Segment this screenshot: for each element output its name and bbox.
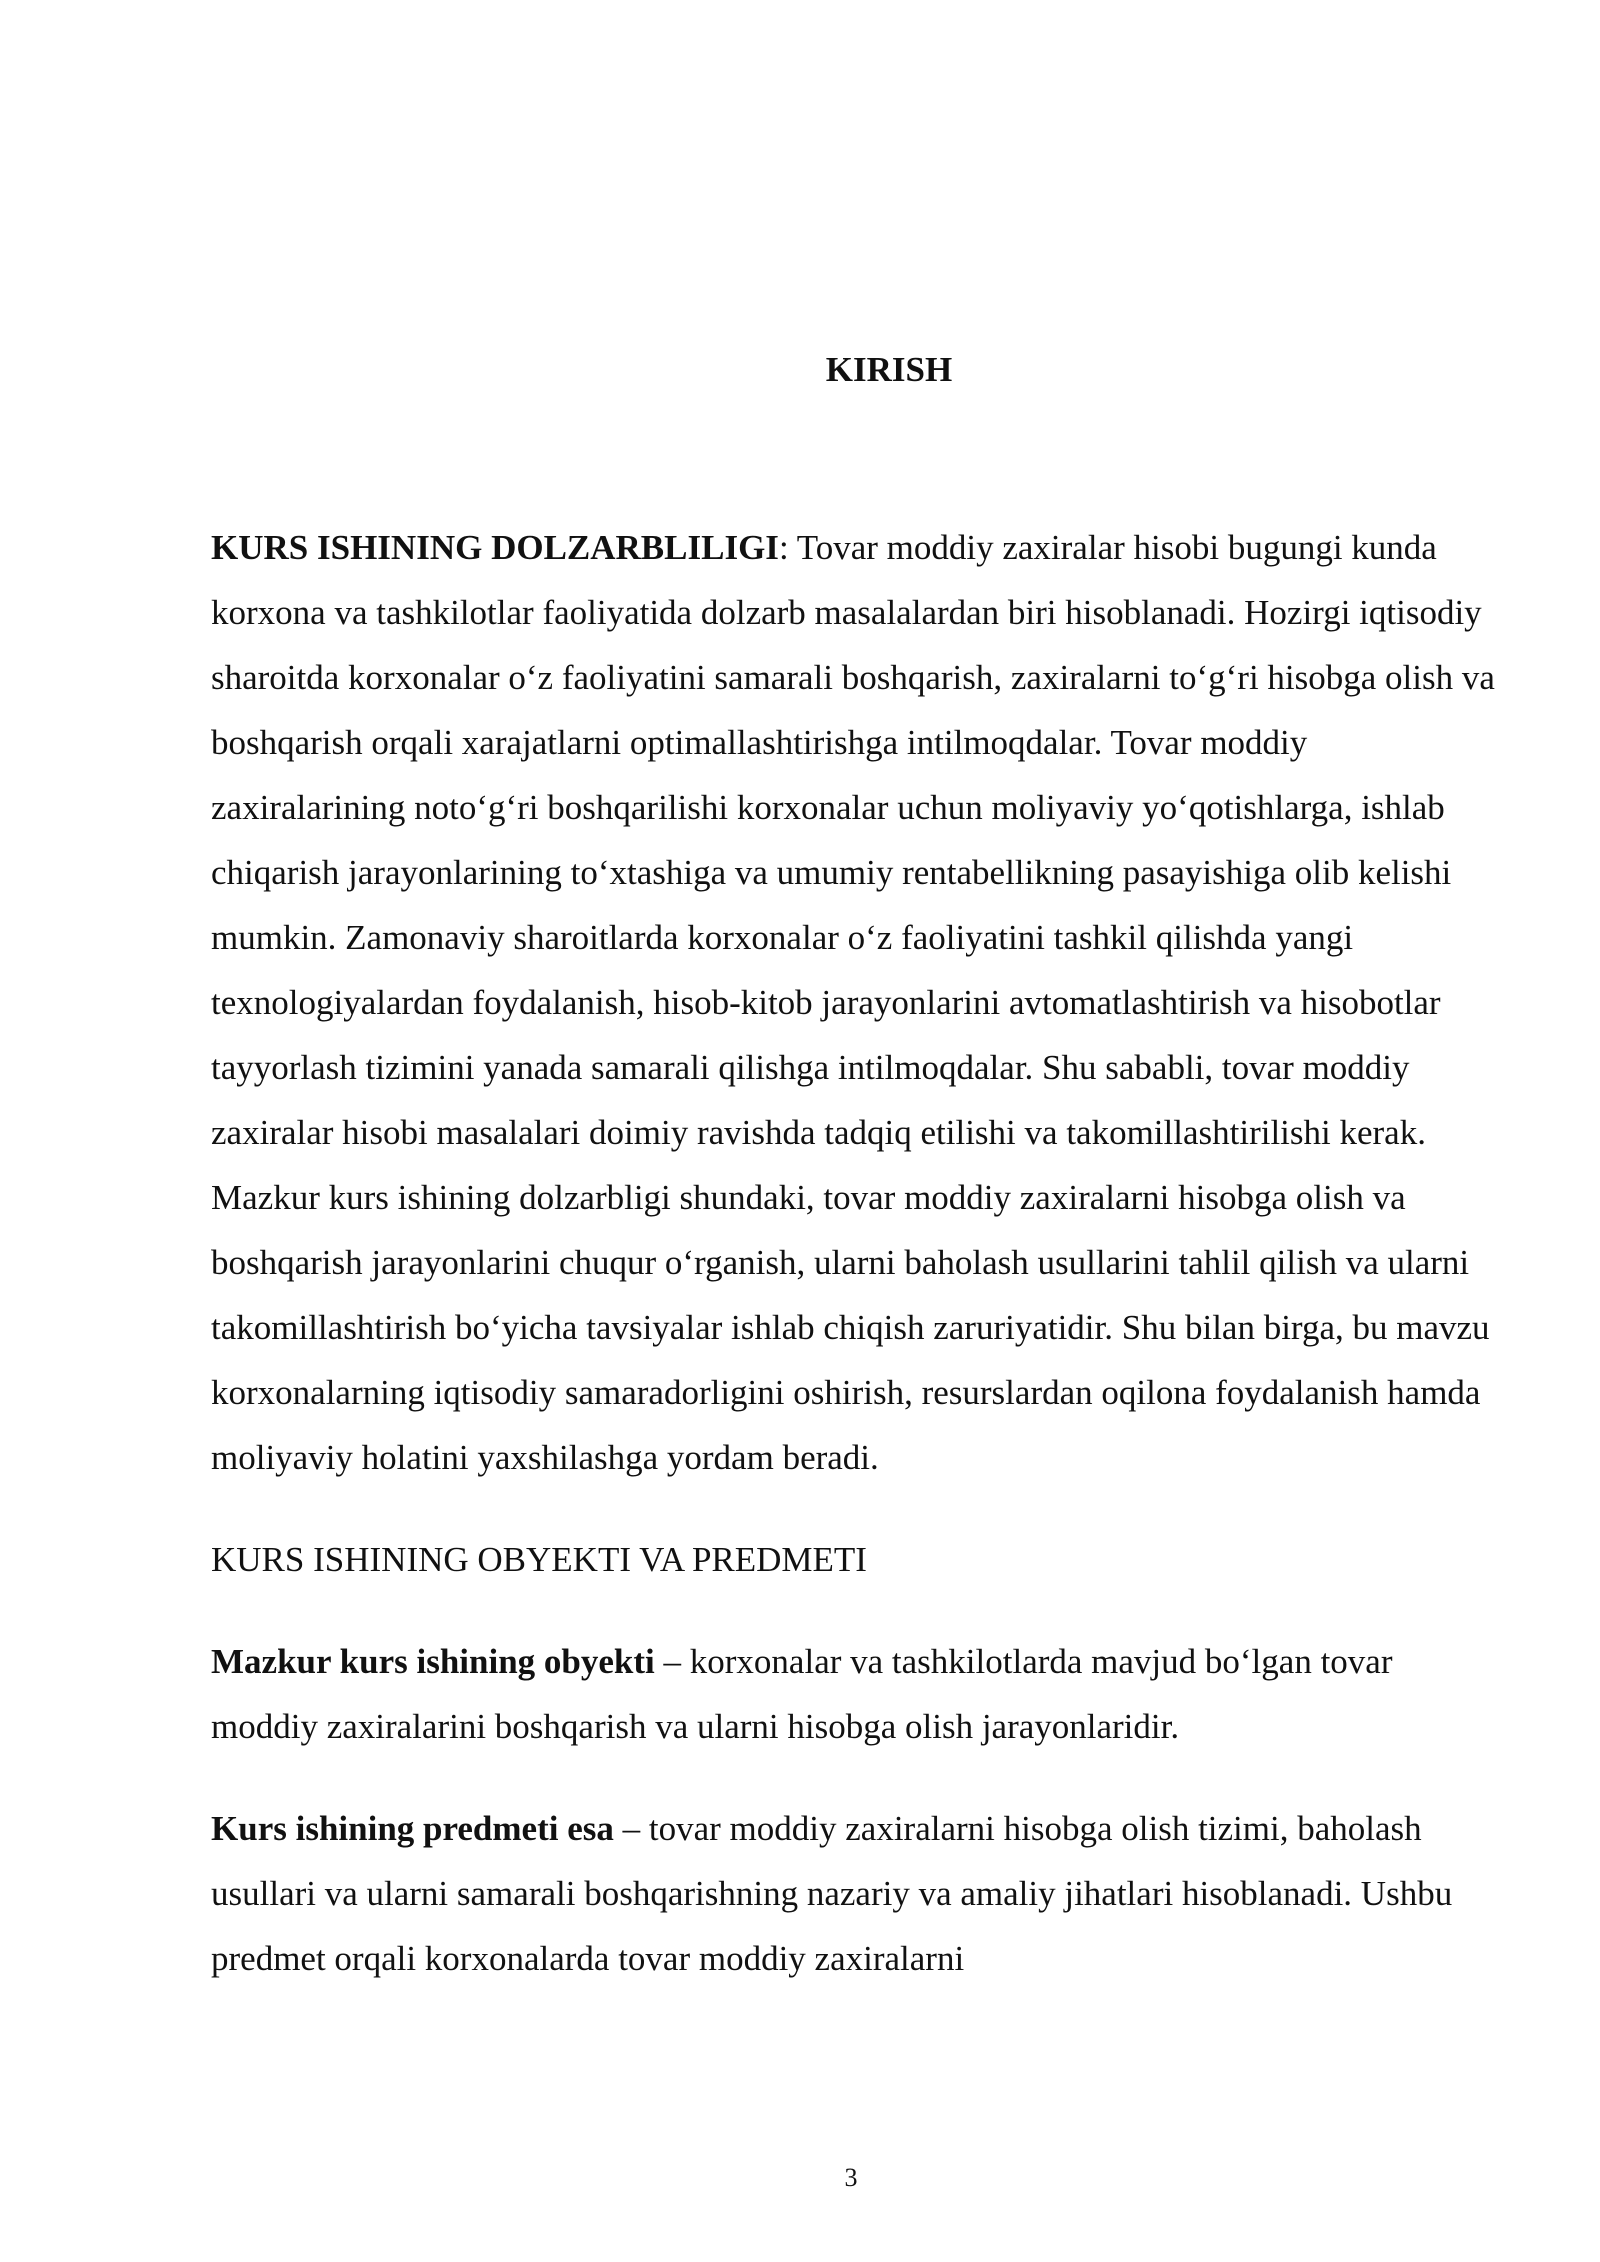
subject-paragraph [211, 1796, 1505, 1991]
object-paragraph [211, 1629, 1505, 1759]
relevance-separator: : [778, 528, 789, 567]
relevance-label: KURS ISHINING DOLZARBLILIGI [211, 528, 779, 567]
subject-label: Kurs ishining predmeti esa [211, 1809, 614, 1848]
document-title: KIRISH [825, 350, 953, 389]
relevance-paragraph [211, 515, 1505, 1490]
subject-text: – tovar moddiy zaxiralarni hisobga olish tizimi, baholash usullari va ularni samarali boshqarishning nazariy va amaliy jihatlari hisoblanadi. Ushbu predmet orqali korxonalarda tovar moddiy zaxiralarni [211, 1809, 1453, 1978]
object-subject-heading: KURS ISHINING OBYEKTI VA PREDMETI [211, 1540, 867, 1579]
document-body [211, 515, 1505, 1991]
object-label: Mazkur kurs ishining obyekti [211, 1642, 655, 1681]
object-text: – korxonalar va tashkilotlarda mavjud bo‘lgan tovar moddiy zaxiralarini boshqarish va ularni hisobga olish jarayonlaridir. [211, 1642, 1393, 1746]
relevance-text: Tovar moddiy zaxiralar hisobi bugungi kunda korxona va tashkilotlar faoliyatida dolzarb masalalardan biri hisoblanadi. Hozirgi iqtisodiy sharoitda korxonalar o‘z faoliyatini samarali boshqarish, zaxiralarni to‘g‘ri hisobga olish va boshqarish orqali xarajatlarni optimallashtirishga intilmoqdalar. Tovar moddiy zaxiralarining noto‘g‘ri boshqarilishi korxonalar uchun moliyaviy yo‘qotishlarga, ishlab chiqarish jarayonlarining to‘xtashiga va umumiy rentabellikning pasayishiga olib kelishi mumkin. Zamonaviy sharoitlarda korxonalar o‘z faoliyatini tashkil qilishda yangi texnologiyalardan foydalanish, hisob-kitob jarayonlarini avtomatlashtirish va hisobotlar tayyorlash tizimini yanada samarali qilishga intilmoqdalar. Shu sababli, tovar moddiy zaxiralar hisobi masalalari doimiy ravishda tadqiq etilishi va takomillashtirilishi kerak. Mazkur kurs ishining dolzarbligi shundaki, tovar moddiy zaxiralarni hisobga olish va boshqarish jarayonlarini chuqur o‘rganish, ularni baholash usullarini tahlil qilish va ularni takomillashtirish bo‘yicha tavsiyalar ishlab chiqish zaruriyatidir. Shu bilan birga, bu mavzu korxonalarning iqtisodiy samaradorligini oshirish, resurslardan oqilona foydalanish hamda moliyaviy holatini yaxshilashga yordam beradi. [211, 528, 1495, 1477]
page-number: 3 [844, 2163, 858, 2192]
